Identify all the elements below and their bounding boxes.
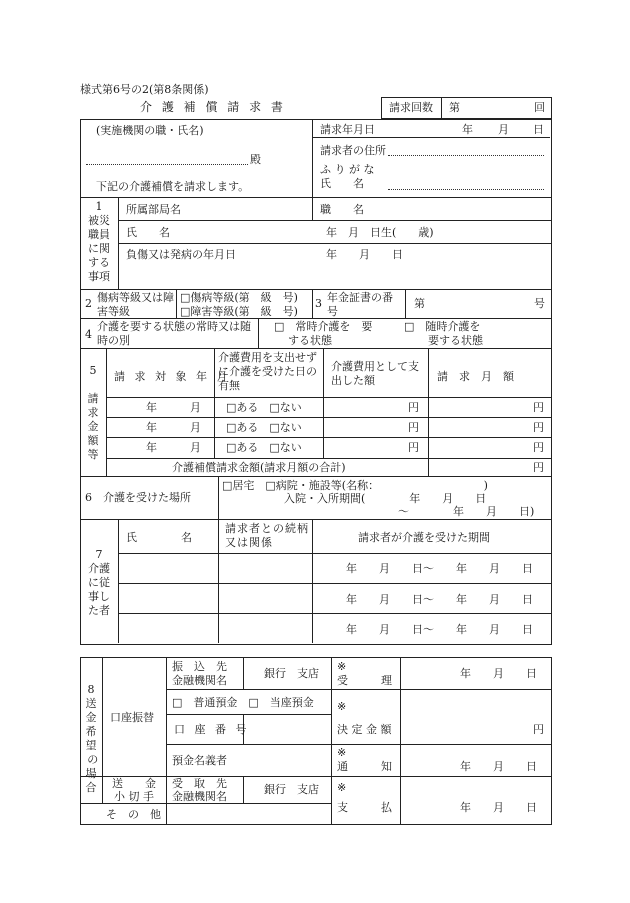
grade-label: 傷病等級又は障害等級: [97, 291, 174, 318]
section5-label: 5 請 求 金 額 等: [87, 364, 99, 461]
claim-count-label: 請求回数: [389, 101, 433, 114]
grade-option-1[interactable]: □傷病等級(第 級 号): [180, 291, 298, 304]
notice-date: 年 月 日: [460, 760, 537, 773]
occasional-care-option[interactable]: □ 随時介護を: [404, 320, 481, 333]
received-label: 受 理: [337, 674, 392, 687]
page-title: 介 護 補 償 請 求 書: [140, 100, 286, 114]
employee-name-label: 氏 名: [126, 226, 170, 239]
col-monthly-claim: 請 求 月 額: [437, 370, 514, 383]
claimant-address-label: 請求者の住所: [320, 144, 386, 157]
care-place-label: 6 介護を受けた場所: [85, 491, 191, 504]
account-number-label: 口 座 番 号: [174, 723, 250, 736]
pension-label: 年金証書の番号: [327, 291, 393, 318]
account-type-options[interactable]: □ 普通預金 □ 当座預金: [172, 696, 314, 709]
recipient-line[interactable]: [86, 164, 248, 165]
row3-choice[interactable]: □ある □ない: [226, 441, 302, 454]
post-label: 職 名: [320, 203, 364, 216]
other-label: そ の 他: [106, 808, 161, 821]
account-transfer-label: 口座振替: [110, 711, 154, 724]
row2-choice[interactable]: □ある □ない: [226, 421, 302, 434]
decided-amount-label: 決 定 金 額: [337, 723, 392, 736]
injury-date: 年 月 日: [326, 248, 403, 261]
recipient-label: (実施機関の職・氏名): [96, 124, 204, 137]
notice-label: 通 知: [337, 760, 392, 773]
care-period-1: 年 月 日～ 年 月 日: [346, 562, 533, 575]
payment-date: 年 月 日: [460, 801, 537, 814]
total-label: 介護補償請求金額(請求月額の合計): [172, 461, 346, 474]
row1-choice[interactable]: □ある □ない: [226, 401, 302, 414]
col-expense: 介護費用として支出した額: [331, 360, 419, 387]
injury-date-label: 負傷又は発病の年月日: [126, 248, 236, 261]
claimant-name-field[interactable]: [388, 189, 544, 190]
section1-label: 1 被災 職員 に関 する 事項: [88, 200, 110, 283]
claim-count-prefix: 第: [449, 101, 460, 114]
bank-value[interactable]: 銀行 支店: [264, 667, 319, 680]
payment-label: 支 払: [337, 801, 392, 814]
care-period-col: 請求者が介護を受けた期間: [358, 531, 490, 544]
section7-label: 7 介護 に従 事し た者: [88, 548, 110, 617]
care-period-3: 年 月 日～ 年 月 日: [346, 623, 533, 636]
account-holder-label: 預金名義者: [172, 754, 227, 767]
care-place-options[interactable]: □居宅 □病院・施設等(名称： ): [222, 479, 488, 492]
form-number: 様式第6号の2(第8条関係): [80, 83, 209, 96]
claimant-furigana-label: ふ り が な: [320, 163, 375, 176]
remittance-check-label: 送 金 小 切 手: [112, 777, 156, 803]
request-sentence: 下記の介護補償を請求します。: [96, 180, 250, 193]
constant-care-option[interactable]: □ 常時介護を 要: [274, 320, 373, 333]
caregiver-name-col: 氏 名: [126, 531, 192, 544]
claim-count-suffix: 回: [534, 101, 545, 114]
claimant-address-field[interactable]: [388, 155, 544, 156]
recipient-honorific: 殿: [250, 153, 261, 166]
col-care-days: 介護費用を支出せずに介護を受けた日の有無: [218, 351, 317, 392]
caregiver-relation-col: 請求者との続柄又は関係: [225, 522, 309, 549]
claimant-name-label: 氏 名: [320, 177, 364, 190]
col-claim-month: 請 求 対 象 年 月: [114, 370, 231, 383]
section8-label: 8 送 金 希 望 の 場 合: [85, 683, 99, 794]
receiving-bank-value[interactable]: 銀行 支店: [264, 783, 319, 796]
receiving-bank-label: 受 取 先 金融機関名: [172, 777, 227, 803]
birth-label: 年 月 日生( 歳): [326, 226, 434, 239]
bank-label: 振 込 先 金融機関名: [172, 660, 227, 687]
grade-option-2[interactable]: □障害等級(第 級 号): [180, 305, 298, 318]
care-period-2: 年 月 日～ 年 月 日: [346, 593, 533, 606]
care-state-label: 介護を要する状態の常時又は随時の別: [97, 320, 251, 347]
dept-label: 所属部局名: [126, 203, 181, 216]
claim-date-label: 請求年月日: [320, 123, 375, 136]
received-date: 年 月 日: [460, 667, 537, 680]
